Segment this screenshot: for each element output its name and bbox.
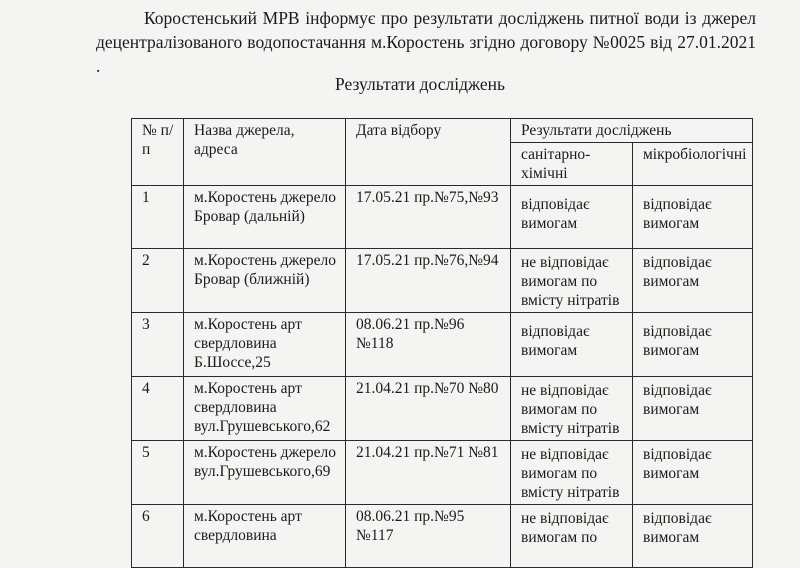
- row-date: 08.06.21 пр.№95 №117: [346, 505, 511, 568]
- row-chem-result: відповідає вимогам: [511, 186, 633, 249]
- row-date: 08.06.21 пр.№96 №118: [346, 313, 511, 377]
- row-num: 1: [132, 186, 184, 249]
- row-num: 6: [132, 505, 184, 568]
- row-micro-result: відповідає вимогам: [633, 505, 753, 568]
- results-heading: Результати досліджень: [335, 74, 505, 94]
- row-chem-result: не відповідає вимогам по вмісту нітратів: [511, 249, 633, 313]
- row-micro-result: відповідає вимогам: [633, 441, 753, 505]
- row-date: 17.05.21 пр.№75,№93: [346, 186, 511, 249]
- row-micro-result: відповідає вимогам: [633, 249, 753, 313]
- row-date: 21.04.21 пр.№71 №81: [346, 441, 511, 505]
- row-chem-result: не відповідає вимогам по вмісту нітратів: [511, 441, 633, 505]
- row-num: 5: [132, 441, 184, 505]
- table-row: [132, 186, 753, 249]
- header-source: Назва джерела, адреса: [184, 119, 346, 186]
- table-row: [132, 505, 753, 568]
- row-chem-result: не відповідає вимогам по: [511, 505, 633, 568]
- row-micro-result: відповідає вимогам: [633, 313, 753, 377]
- row-chem-result: відповідає вимогам: [511, 313, 633, 377]
- row-num: 2: [132, 249, 184, 313]
- row-micro-result: відповідає вимогам: [633, 186, 753, 249]
- row-date: 21.04.21 пр.№70 №80: [346, 377, 511, 441]
- row-source: м.Коростень джерело Бровар (ближній): [184, 249, 346, 313]
- header-micro: мікробіологічні: [633, 143, 753, 186]
- results-table: [131, 118, 753, 568]
- table-header-row: [132, 119, 753, 143]
- row-source: м.Коростень джерело Бровар (дальній): [184, 186, 346, 249]
- row-source: м.Коростень арт свердловина: [184, 505, 346, 568]
- intro-paragraph: [96, 6, 756, 78]
- row-source: м.Коростень арт свердловина вул.Грушевського,62: [184, 377, 346, 441]
- row-date: 17.05.21 пр.№76,№94: [346, 249, 511, 313]
- row-chem-result: не відповідає вимогам по вмісту нітратів: [511, 377, 633, 441]
- header-chem: санітарно-хімічні: [511, 143, 633, 186]
- row-source: м.Коростень арт свердловина Б.Шоссе,25: [184, 313, 346, 377]
- row-num: 3: [132, 313, 184, 377]
- table-row: [132, 377, 753, 441]
- header-date: Дата відбору: [346, 119, 511, 186]
- row-micro-result: відповідає вимогам: [633, 377, 753, 441]
- row-source: м.Коростень джерело вул.Грушевського,69: [184, 441, 346, 505]
- header-results: Результати досліджень: [511, 119, 753, 143]
- header-num: № п/п: [132, 119, 184, 186]
- row-num: 4: [132, 377, 184, 441]
- table-row: [132, 249, 753, 313]
- intro-text: Коростенський МРВ інформує про результати досліджень питної води із джерел децентралізованого водопостачання м.Коростень згідно договору №0025 від 27.01.2021 .: [96, 8, 756, 76]
- table-row: [132, 441, 753, 505]
- table-row: [132, 313, 753, 377]
